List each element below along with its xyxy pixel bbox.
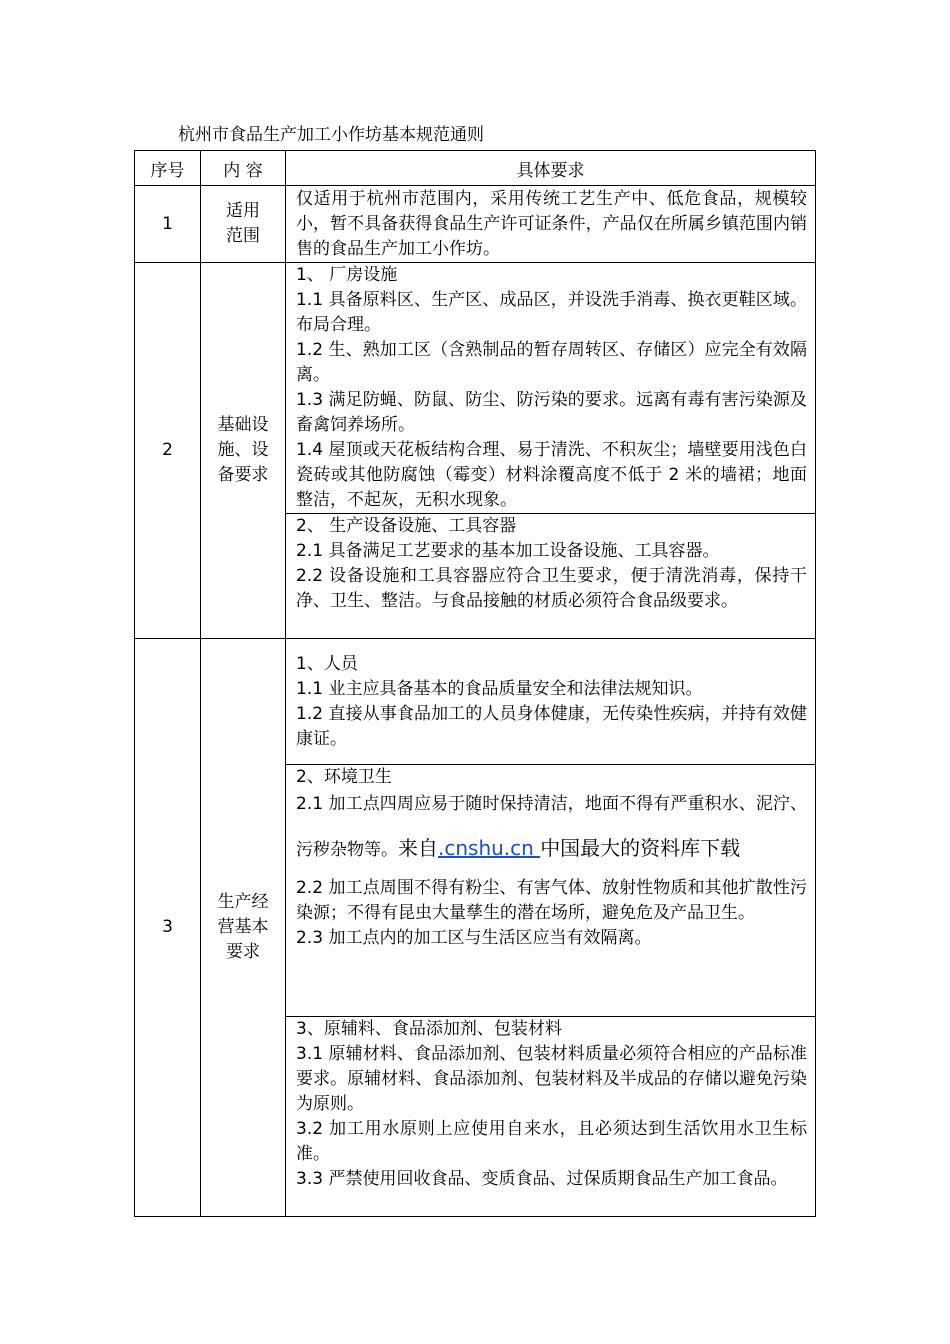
section-heading: 3、原辅料、食品添加剂、包装材料: [296, 1019, 562, 1039]
requirement-item: 3.2 加工用水原则上应使用自来水，且必须达到生活饮用水卫生标准。: [296, 1119, 807, 1164]
requirement-item: [296, 782, 807, 872]
requirement-item: 1.4 屋顶或天花板结构合理、易于清洗、不积灰尘；墙壁要用浅色白瓷砖或其他防腐蚀（霉变）材料涂覆高度不低于 2 米的墙裙；地面整洁，不起灰，无积水现象。: [296, 440, 807, 510]
row-number: 3: [135, 639, 201, 1217]
section-heading: 2、环境卫生: [296, 767, 392, 787]
requirement-item-text: 2.1 加工点四周应易于随时保持清洁，地面不得有严重积水、泥泞、污秽杂物等。: [296, 794, 807, 860]
requirement-section-personnel: [286, 639, 815, 765]
row-category-line: 适用: [226, 201, 260, 221]
row-category: [201, 263, 286, 639]
requirement-text: 仅适用于杭州市范围内，采用传统工艺生产中、低危食品，规模较小，暂不具备获得食品生产许可证条件，产品仅在所属乡镇范围内销售的食品生产加工小作坊。: [296, 189, 807, 259]
requirement-item: 1.2 直接从事食品加工的人员身体健康，无传染性疾病，并持有效健康证。: [296, 704, 807, 749]
section-heading: 1、人员: [296, 654, 358, 674]
source-note-suffix: 中国最大的资料库下载: [540, 836, 741, 860]
row-category-line: 生产经: [217, 892, 269, 912]
requirement-section-facilities: [286, 263, 815, 514]
requirement-item: 1.1 业主应具备基本的食品质量安全和法律法规知识。: [296, 679, 703, 699]
row-category-line: 营基本: [217, 917, 269, 937]
row-category-line: 范围: [226, 226, 260, 246]
header-serial-number: 序号: [135, 151, 201, 186]
requirement-item: 2.2 设备设施和工具容器应符合卫生要求，便于清洗消毒，保持干净、卫生、整洁。与食品接触的材质必须符合食品级要求。: [296, 566, 807, 611]
header-requirements: 具体要求: [286, 151, 816, 186]
row-requirements: [286, 639, 816, 1217]
row-category-line: 施、设: [217, 440, 269, 460]
requirement-section-equipment: [286, 514, 815, 638]
table-row: [135, 186, 816, 263]
row-category: [201, 186, 286, 263]
requirement-item: 2.1 具备满足工艺要求的基本加工设备设施、工具容器。: [296, 541, 720, 561]
row-category-line: 基础设: [217, 415, 269, 435]
header-content: 内 容: [201, 151, 286, 186]
requirement-item: 3.3 严禁使用回收食品、变质食品、过保质期食品生产加工食品。: [296, 1169, 788, 1189]
standards-table: [134, 150, 816, 1217]
requirement-item: 3.1 原辅材料、食品添加剂、包装材料质量必须符合相应的产品标准要求。原辅材料、食品添加剂、包装材料及半成品的存储以避免污染为原则。: [296, 1044, 807, 1114]
requirement-item: 2.3 加工点内的加工区与生活区应当有效隔离。: [296, 928, 652, 948]
requirement-item: 1.3 满足防蝇、防鼠、防尘、防污染的要求。远离有毒有害污染源及畜禽饲养场所。: [296, 390, 807, 435]
requirement-section-materials: [286, 1017, 815, 1216]
row-number: 2: [135, 263, 201, 639]
table-row: [135, 263, 816, 639]
row-requirements: [286, 186, 816, 263]
section-heading: 1、 厂房设施: [296, 265, 398, 285]
source-note-prefix: 来自: [398, 836, 438, 860]
row-requirements: [286, 263, 816, 639]
table-row: [135, 639, 816, 1217]
section-heading: 2、 生产设备设施、工具容器: [296, 516, 517, 536]
document-title: 杭州市食品生产加工小作坊基本规范通则: [178, 125, 484, 145]
requirement-item: 2.2 加工点周围不得有粉尘、有害气体、放射性物质和其他扩散性污染源；不得有昆虫大量孳生的潜在场所，避免危及产品卫生。: [296, 878, 807, 923]
source-link[interactable]: .cnshu.cn: [438, 836, 541, 860]
table-header-row: [135, 151, 816, 186]
row-category-line: 备要求: [217, 465, 269, 485]
requirement-item: 1.2 生、熟加工区（含熟制品的暂存周转区、存储区）应完全有效隔离。: [296, 340, 807, 385]
row-category-line: 要求: [226, 942, 260, 962]
row-number: 1: [135, 186, 201, 263]
requirement-section-environment: [286, 765, 815, 1017]
requirement-item: 1.1 具备原料区、生产区、成品区，并设洗手消毒、换衣更鞋区域。布局合理。: [296, 290, 807, 335]
row-category: [201, 639, 286, 1217]
